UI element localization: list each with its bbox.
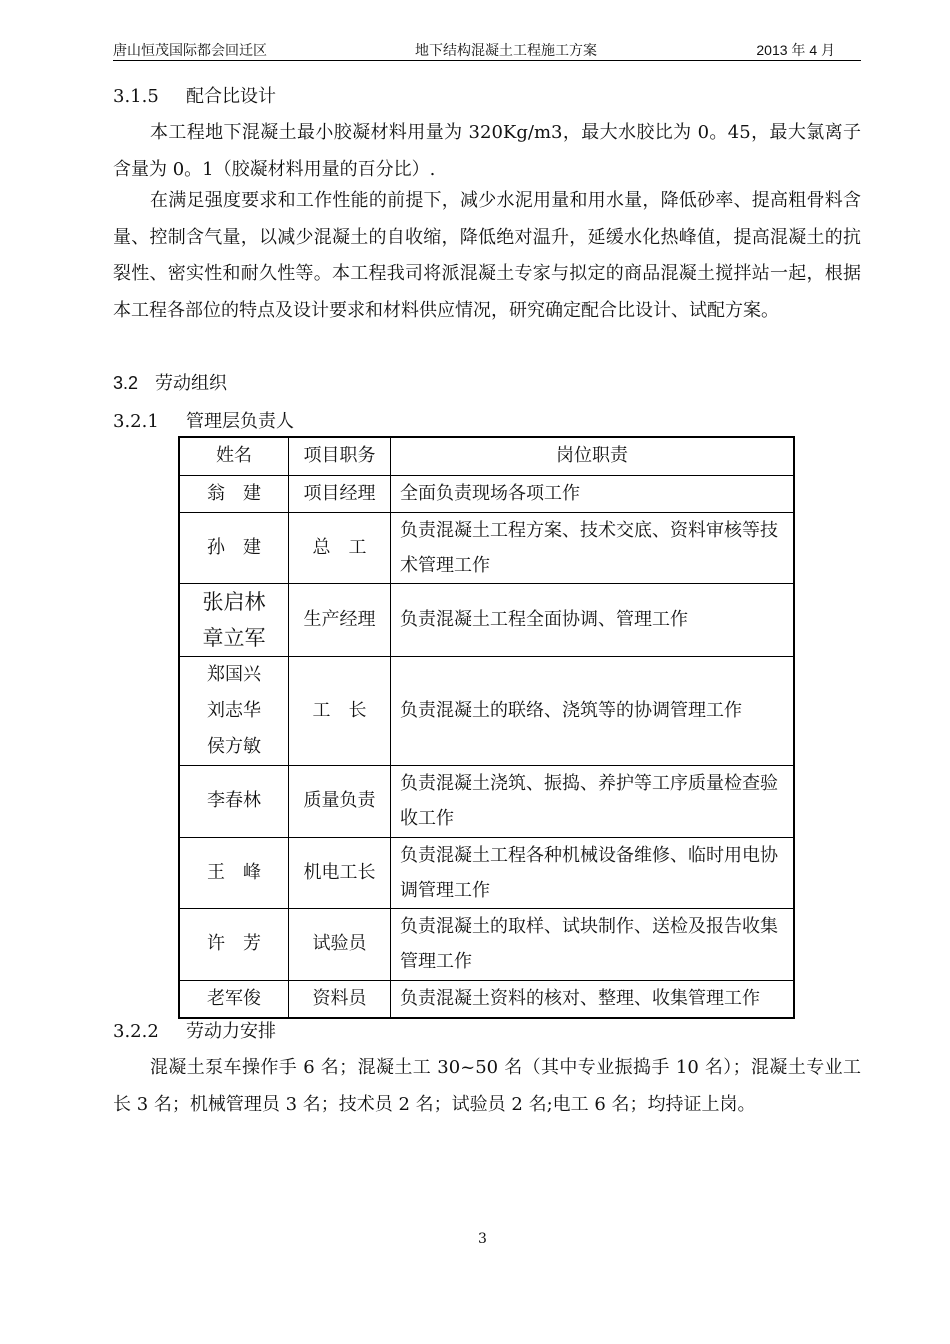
staff-name: 孙 建 — [179, 512, 289, 583]
section-3-2-1-heading — [113, 404, 294, 440]
page-number: 3 — [478, 1231, 487, 1247]
staff-role: 质量负责 — [289, 765, 391, 837]
staff-name: 张启林 章立军 — [179, 583, 289, 656]
staff-duty: 负责混凝土的联络、浇筑等的协调管理工作 — [391, 656, 795, 765]
table-row — [179, 837, 794, 908]
staff-name: 翁 建 — [179, 475, 289, 512]
staff-role: 资料员 — [289, 980, 391, 1018]
table-row — [179, 656, 794, 765]
mix-design-paragraph-2: 在满足强度要求和工作性能的前提下，减少水泥用量和用水量，降低砂率、提高粗骨料含量、控制含气量，以减少混凝土的自收缩，降低绝对温升，延缓水化热峰值，提高混凝土的抗裂性、密实性和耐久性等。本工程我司将派混凝土专家与拟定的商品混凝土搅拌站一起，根据本工程各部位的特点及设计要求和材料供应情况，研究确定配合比设计、试配方案。 — [113, 190, 861, 321]
column-header-duty: 岗位职责 — [391, 437, 795, 475]
table-row — [179, 512, 794, 583]
header-document-title: 地下结构混凝土工程施工方案 — [415, 43, 597, 59]
section-number: 3.1.5 — [113, 86, 159, 107]
staff-duty: 负责混凝土资料的核对、整理、收集管理工作 — [391, 980, 795, 1018]
labor-arrangement-paragraph: 混凝土泵车操作手 6 名；混凝土工 30~50 名（其中专业振捣手 10 名）；混凝土专业工长 3 名；机械管理员 3 名；技术员 2 名；试验员 2 名;电工 6 名；均持证上岗。 — [113, 1057, 861, 1115]
section-title: 配合比设计 — [186, 86, 276, 107]
management-staff-table — [178, 436, 795, 1019]
staff-duty: 全面负责现场各项工作 — [391, 475, 795, 512]
column-header-role: 项目职务 — [289, 437, 391, 475]
staff-duty: 负责混凝土工程全面协调、管理工作 — [391, 583, 795, 656]
staff-name: 许 芳 — [179, 908, 289, 980]
staff-name: 王 峰 — [179, 837, 289, 908]
mix-design-paragraph-1: 本工程地下混凝土最小胶凝材料用量为 320Kg/m3，最大水胶比为 0。45，最大氯离子含量为 0。1（胶凝材料用量的百分比）. — [113, 122, 861, 180]
header-date: 2013 年 4 月 — [756, 42, 835, 58]
column-header-name: 姓名 — [179, 437, 289, 475]
staff-name: 郑国兴 刘志华 侯方敏 — [179, 656, 289, 765]
table-row — [179, 765, 794, 837]
header-project-name: 唐山恒茂国际都会回迁区 — [113, 43, 267, 59]
page-header — [113, 40, 861, 61]
staff-role: 机电工长 — [289, 837, 391, 908]
section-number: 3.2.1 — [113, 411, 159, 432]
section-title: 劳动力安排 — [186, 1021, 276, 1042]
staff-role: 项目经理 — [289, 475, 391, 512]
table-row — [179, 475, 794, 512]
staff-duty: 负责混凝土工程方案、技术交底、资料审核等技术管理工作 — [391, 512, 795, 583]
section-3-1-5-heading — [113, 79, 276, 115]
staff-role: 生产经理 — [289, 583, 391, 656]
staff-role: 试验员 — [289, 908, 391, 980]
section-number: 3.2.2 — [113, 1021, 159, 1042]
table-row — [179, 980, 794, 1018]
staff-role: 总 工 — [289, 512, 391, 583]
section-3-2-2-heading — [113, 1014, 276, 1050]
staff-duty: 负责混凝土浇筑、振捣、养护等工序质量检查验收工作 — [391, 765, 795, 837]
staff-name: 老军俊 — [179, 980, 289, 1018]
section-title: 管理层负责人 — [186, 411, 294, 432]
section-3-2-heading — [113, 365, 227, 402]
staff-duty: 负责混凝土的取样、试块制作、送检及报告收集管理工作 — [391, 908, 795, 980]
staff-duty: 负责混凝土工程各种机械设备维修、临时用电协调管理工作 — [391, 837, 795, 908]
table-header-row — [179, 437, 794, 475]
table-row — [179, 908, 794, 980]
section-title: 劳动组织 — [155, 373, 227, 394]
staff-name: 李春林 — [179, 765, 289, 837]
table-row — [179, 583, 794, 656]
staff-role: 工 长 — [289, 656, 391, 765]
section-number: 3.2 — [113, 373, 139, 393]
